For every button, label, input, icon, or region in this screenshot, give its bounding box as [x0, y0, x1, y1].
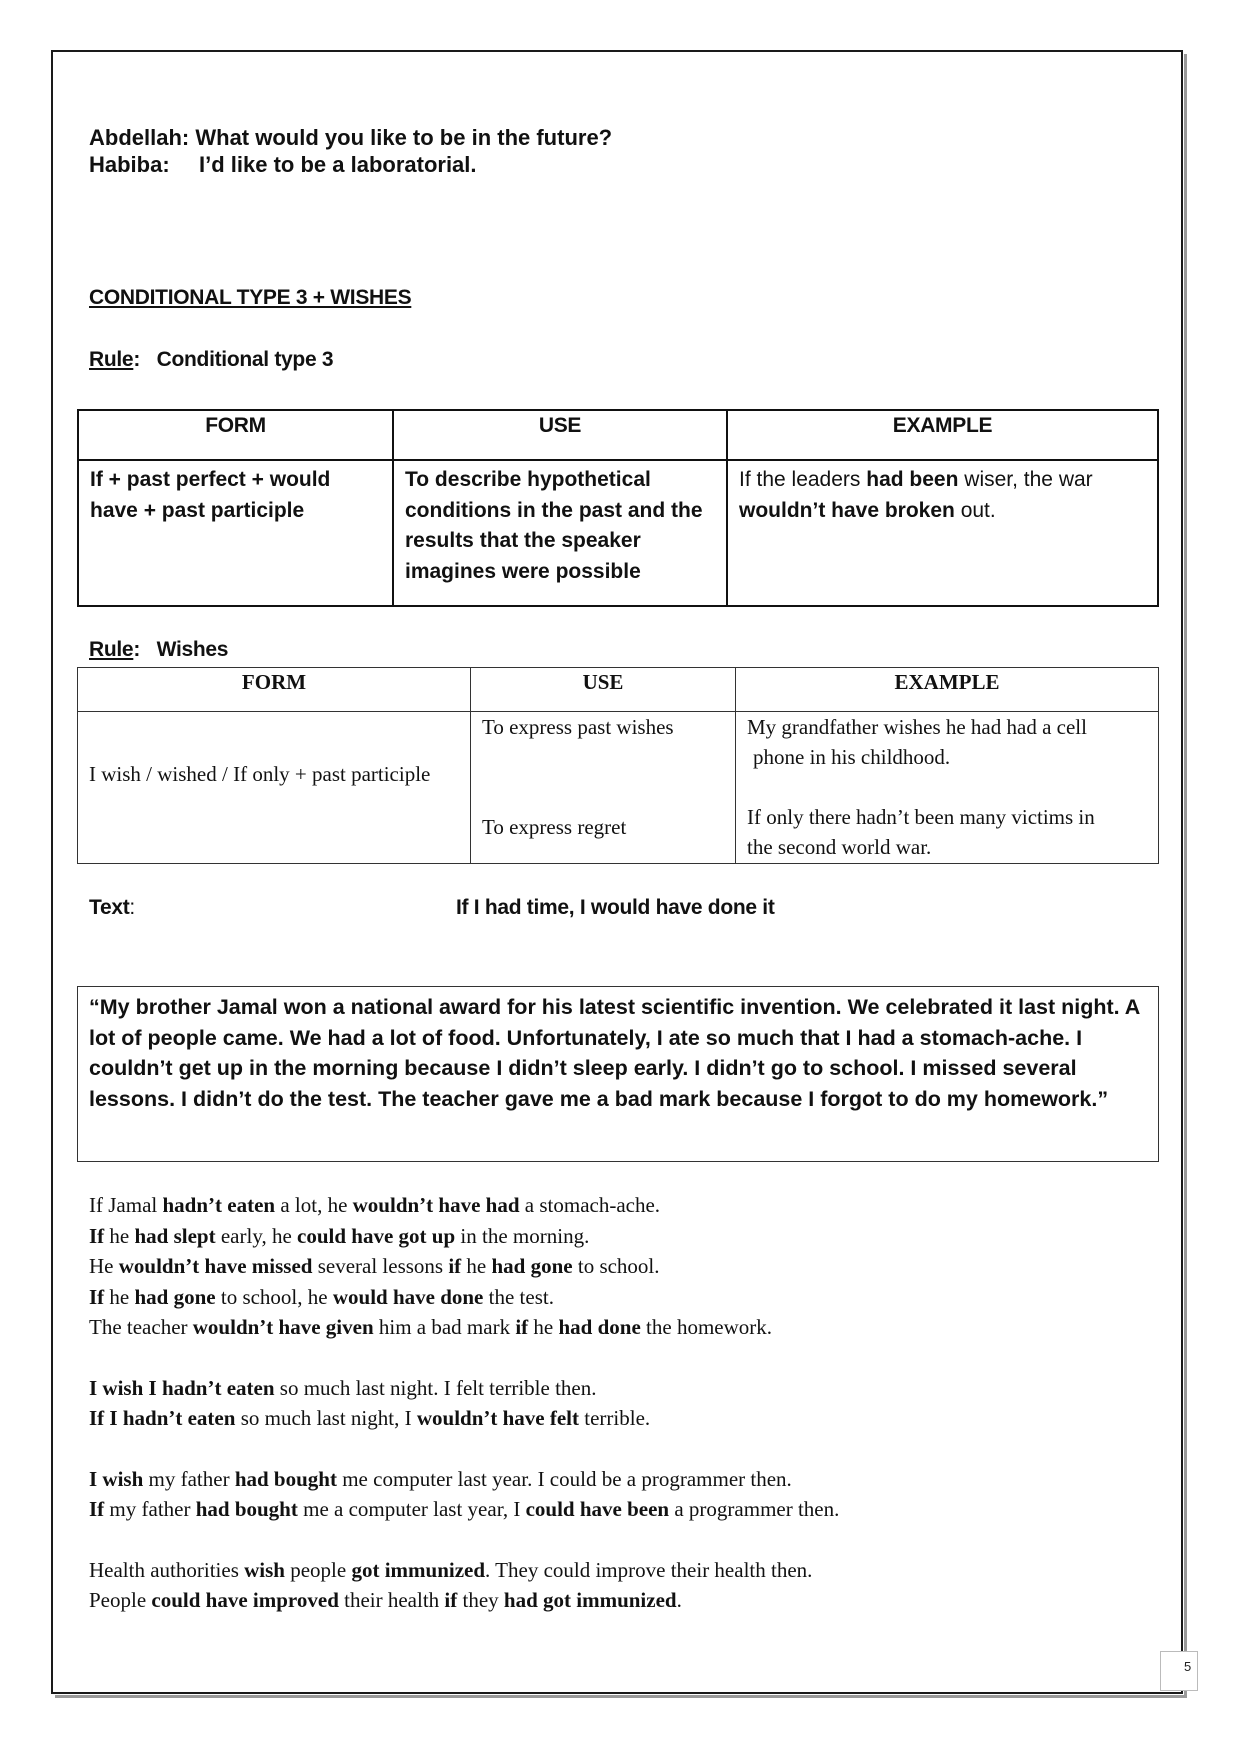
ex-bold: had been: [866, 468, 959, 491]
speaker-2: Habiba:: [89, 152, 170, 177]
plain: He: [89, 1254, 119, 1278]
ex-part: out.: [954, 498, 996, 522]
wishes-table: [77, 667, 1159, 864]
example-sentence: [89, 1190, 839, 1221]
plain: me a computer last year, I: [297, 1497, 526, 1521]
plain: early, he: [215, 1223, 298, 1248]
cell-example: [736, 712, 1159, 864]
bold: had got immunized: [503, 1588, 677, 1612]
plain: him a bad mark: [373, 1315, 516, 1339]
rule1-title: Conditional type 3: [156, 348, 334, 371]
example-sentence: [89, 1555, 839, 1586]
col-use: USE: [471, 668, 736, 712]
col-form: FORM: [78, 668, 471, 712]
example-sentence: [89, 1585, 839, 1616]
wishes-table-header: [78, 668, 1159, 712]
bold: if: [515, 1315, 529, 1339]
bold: got immunized: [351, 1557, 486, 1582]
wish-example-2-line-1: If only there hadn’t been many victims in: [747, 805, 1095, 829]
plain: the homework.: [640, 1315, 773, 1339]
bold: hadn’t eaten: [162, 1193, 276, 1217]
example-sentence: [89, 1464, 839, 1495]
dialogue-line-2: [89, 151, 612, 178]
ex-part: wiser, the war: [958, 468, 1093, 491]
plain: he: [461, 1254, 492, 1278]
bold: if: [444, 1588, 458, 1612]
line-2: I’d like to be a laboratorial.: [199, 152, 477, 177]
example-sentences: [89, 1190, 839, 1616]
cell-form: [78, 712, 471, 864]
bold: If: [89, 1223, 105, 1248]
line-1: What would you like to be in the future?: [195, 125, 613, 150]
plain: my father: [104, 1497, 196, 1521]
text-label-colon: :: [129, 896, 135, 919]
spacer: [89, 1434, 839, 1464]
example-sentence: [89, 1251, 839, 1282]
bold: wouldn’t have missed: [118, 1254, 313, 1278]
plain: he: [104, 1223, 135, 1248]
use-past-wishes: To express past wishes: [482, 715, 674, 739]
speaker-1: Abdellah:: [89, 125, 190, 150]
spacer: [89, 1525, 839, 1555]
wishes-table-row: [78, 712, 1159, 864]
dialogue-line-1: [89, 124, 612, 151]
bold: If: [89, 1284, 105, 1309]
plain: so much last night. I felt terrible then.: [274, 1375, 597, 1400]
example-sentence: [89, 1312, 839, 1343]
rule1-label: Rule: [89, 348, 134, 371]
bold: had bought: [195, 1497, 298, 1521]
plain: a stomach-ache.: [519, 1193, 661, 1217]
example-sentence: [89, 1373, 839, 1404]
plain: the test.: [483, 1284, 554, 1309]
plain: he: [528, 1315, 559, 1339]
col-example: EXAMPLE: [727, 410, 1158, 460]
plain: . They could improve their health then.: [485, 1557, 813, 1582]
use-regret: To express regret: [482, 815, 627, 839]
rule2-heading: [89, 638, 228, 662]
cell-use: [471, 712, 736, 864]
spacer: [89, 1343, 839, 1373]
wish-form: I wish / wished / If only + past participle: [89, 762, 431, 786]
example-sentence: [89, 1403, 839, 1434]
rule1-colon: :: [133, 348, 141, 371]
plain: me computer last year. I could be a programmer then.: [336, 1466, 792, 1491]
wish-example-2-line-2: the second world war.: [747, 835, 932, 859]
bold: If: [89, 1497, 105, 1521]
page-number: 5: [1184, 1659, 1192, 1674]
plain: in the morning.: [455, 1223, 590, 1248]
page-shadow-bottom: [55, 1695, 1187, 1698]
section-title: CONDITIONAL TYPE 3 + WISHES: [89, 286, 412, 309]
plain: a lot, he: [275, 1193, 353, 1217]
bold: had gone: [134, 1284, 216, 1309]
bold: I wish I hadn’t eaten: [89, 1375, 275, 1400]
bold: wouldn’t have given: [192, 1315, 374, 1339]
page-shadow-right: [1184, 54, 1187, 1696]
plain: he: [104, 1284, 135, 1309]
bold: if: [448, 1254, 462, 1278]
text-label-word: Text: [89, 896, 130, 919]
plain: so much last night, I: [235, 1406, 417, 1430]
rule1-heading: [89, 348, 333, 372]
cell-example: [727, 460, 1158, 606]
col-example: EXAMPLE: [736, 668, 1159, 712]
bold: If I hadn’t eaten: [89, 1406, 236, 1430]
plain: If Jamal: [89, 1193, 163, 1217]
bold: had done: [558, 1315, 641, 1339]
text-title: If I had time, I would have done it: [456, 896, 775, 919]
bold: could have improved: [151, 1588, 339, 1612]
plain: a programmer then.: [669, 1497, 840, 1521]
plain: terrible.: [579, 1406, 651, 1430]
plain: The teacher: [89, 1315, 193, 1339]
wish-example-1-line-1: My grandfather wishes he had had a cell: [747, 715, 1087, 739]
example-sentence: [89, 1494, 839, 1525]
bold: I wish: [89, 1466, 144, 1491]
plain: my father: [143, 1466, 235, 1491]
ex-bold: wouldn’t have broken: [739, 498, 955, 522]
bold: had bought: [234, 1466, 337, 1491]
col-use: USE: [393, 410, 727, 460]
ex-part: If the leaders: [739, 468, 867, 491]
plain: people: [284, 1557, 352, 1582]
plain: .: [676, 1588, 682, 1612]
cell-form: If + past perfect + would have + past participle: [78, 460, 393, 606]
example-sentence: [89, 1221, 839, 1252]
col-form: FORM: [78, 410, 393, 460]
bold: could have got up: [297, 1223, 456, 1248]
bold: wish: [244, 1557, 285, 1582]
story-quote: “My brother Jamal won a national award for his latest scientific invention. We celebrated it last night. A lot of people came. We had a lot of food. Unfortunately, I ate so much that I had a stomach-ache. I couldn’t get up in the morning because I didn’t sleep early. I didn’t go to school. I missed several lessons. I didn’t do the test. The teacher gave me a bad mark because I forgot to do my homework.”: [77, 986, 1159, 1162]
bold: had slept: [134, 1223, 216, 1248]
page-number-box: [1160, 1651, 1198, 1691]
bold: would have done: [332, 1284, 484, 1309]
plain: People: [89, 1588, 152, 1612]
plain: to school.: [572, 1254, 660, 1278]
rule2-label: Rule: [89, 638, 134, 661]
plain: Health authorities: [89, 1557, 245, 1582]
plain: to school, he: [215, 1284, 333, 1309]
bold: had gone: [491, 1254, 573, 1278]
plain: they: [457, 1588, 504, 1612]
bold: could have been: [525, 1497, 670, 1521]
plain: their health: [338, 1588, 445, 1612]
rule2-colon: :: [133, 638, 141, 661]
conditional-table-row: [78, 460, 1158, 606]
conditional-table: [77, 409, 1159, 607]
example-sentence: [89, 1282, 839, 1313]
dialogue: [89, 124, 612, 178]
plain: several lessons: [312, 1254, 449, 1278]
text-label: [89, 896, 135, 920]
bold: wouldn’t have felt: [416, 1406, 580, 1430]
conditional-table-header: [78, 410, 1158, 460]
wish-example-1-line-2: phone in his childhood.: [753, 745, 951, 769]
rule2-title: Wishes: [156, 638, 229, 661]
cell-use: To describe hypothetical conditions in the past and the results that the speaker imagines were possible: [393, 460, 727, 606]
bold: wouldn’t have had: [352, 1193, 520, 1217]
